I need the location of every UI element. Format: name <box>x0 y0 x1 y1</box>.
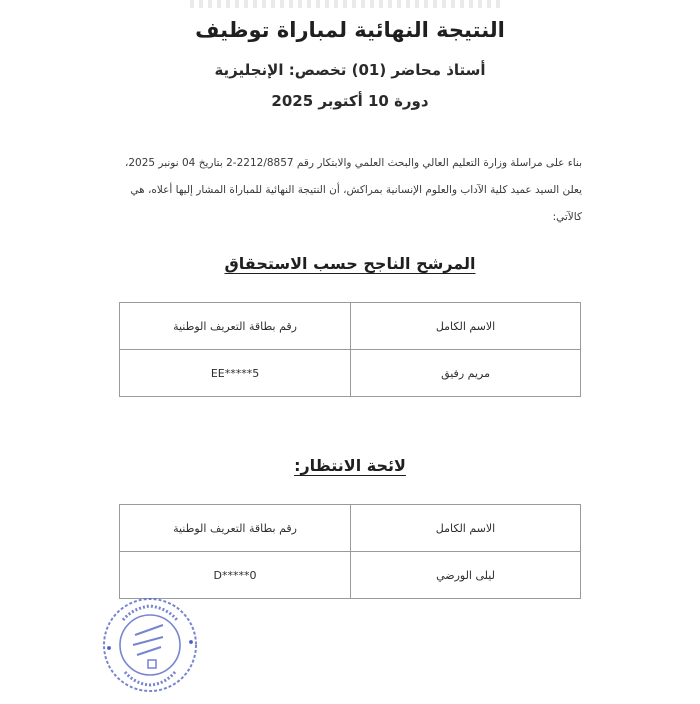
successful-candidate-heading: المرشح الناجح حسب الاستحقاق <box>224 254 476 273</box>
waiting-list-heading: لائحة الانتظار: <box>294 456 406 475</box>
document-title: النتيجة النهائية لمباراة توظيف <box>195 18 505 42</box>
announcement-paragraph: بناء على مراسلة وزارة التعليم العالي والبحث العلمي والابتكار رقم 2212/8857-2 بتاريخ 04 نونبر 2025، يعلن السيد عميد كلية الآداب والعلوم الإنسانية بمراكش، أن النتيجة النهائية للمباراة المشار إليها أعلاه، هي كالآتي: <box>124 157 582 223</box>
column-header-full-name: الاسم الكامل <box>351 505 581 552</box>
session-date: دورة 10 أكتوبر 2025 <box>271 92 429 110</box>
position-subtitle: أستاذ محاضر (01) تخصص: الإنجليزية <box>214 61 486 79</box>
column-header-national-id: رقم بطاقة التعريف الوطنية <box>120 303 351 350</box>
successful-candidate-table <box>119 302 581 397</box>
waiting-list-table <box>119 504 581 599</box>
candidate-name: ليلى الورضي <box>351 552 581 599</box>
candidate-national-id: EE*****5 <box>120 350 351 397</box>
official-seal-icon <box>95 590 205 700</box>
table-header-row <box>120 303 581 350</box>
table-header-row <box>120 505 581 552</box>
column-header-national-id: رقم بطاقة التعريف الوطنية <box>120 505 351 552</box>
column-header-full-name: الاسم الكامل <box>351 303 581 350</box>
table-row <box>120 350 581 397</box>
cropped-header-remnant <box>190 0 500 8</box>
candidate-name: مريم رفيق <box>351 350 581 397</box>
candidate-national-id: D*****0 <box>120 552 351 599</box>
